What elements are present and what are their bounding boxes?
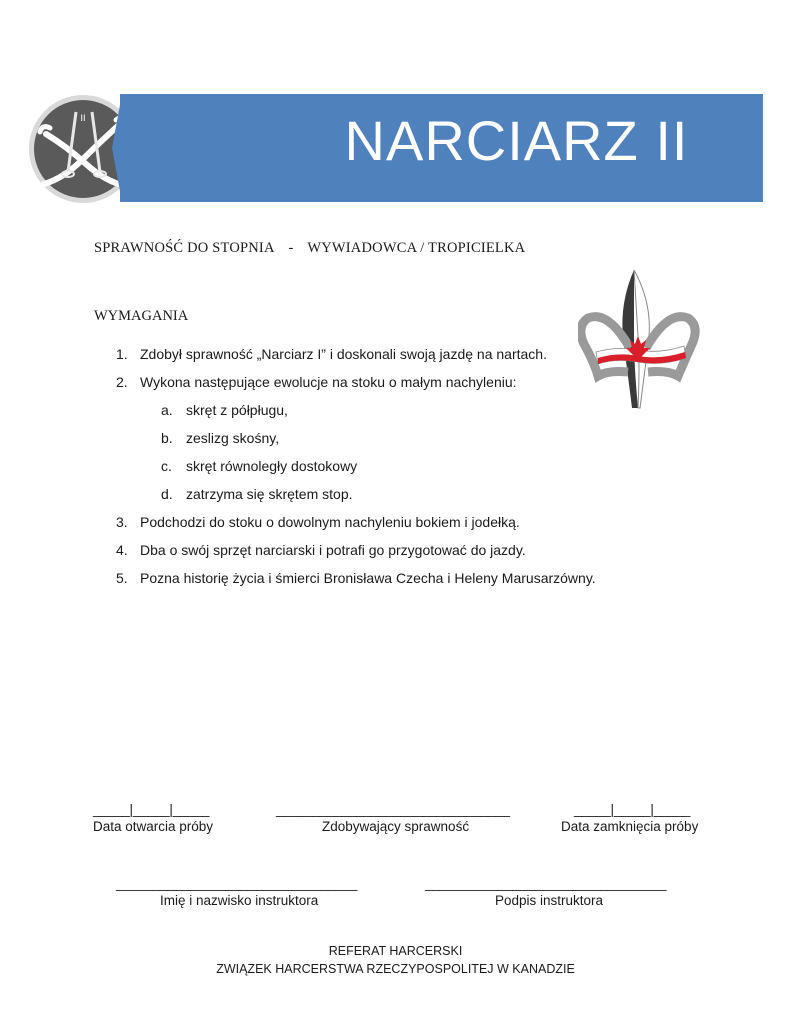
rank-subtitle	[94, 240, 525, 257]
instructor-name-label: Imię i nazwisko instruktora	[160, 893, 319, 908]
subtitle-separator: -	[288, 240, 294, 256]
fleur-de-lis-logo	[578, 266, 700, 414]
badge-numeral: II	[80, 113, 86, 123]
instructor-sign-line: _________________________________	[425, 876, 667, 891]
instructor-name-line: _________________________________	[116, 876, 358, 891]
close-date-line: _____|_____|_____	[574, 802, 691, 817]
instructor-sign-label: Podpis instruktora	[495, 893, 604, 908]
earner-label: Zdobywający sprawność	[322, 819, 470, 834]
open-date-label: Data otwarcia próby	[93, 819, 214, 834]
footer-department: REFERAT HARCERSKI	[328, 944, 463, 958]
close-date-label: Data zamknięcia próby	[561, 819, 699, 834]
subtitle-left: SPRAWNOŚĆ DO STOPNIA	[94, 240, 275, 256]
subtitle-right: WYWIADOWCA / TROPICIELKA	[307, 240, 526, 256]
open-date-line: _____|_____|_____	[93, 802, 210, 817]
earner-signature-line: ________________________________	[276, 802, 510, 817]
footer-organization: ZWIĄZEK HARCERSTWA RZECZYPOSPOLITEJ W KANADZIE	[216, 962, 575, 976]
requirements-heading: WYMAGANIA	[94, 308, 189, 324]
title-banner	[120, 94, 763, 202]
page-title: NARCIARZ II	[344, 109, 689, 172]
